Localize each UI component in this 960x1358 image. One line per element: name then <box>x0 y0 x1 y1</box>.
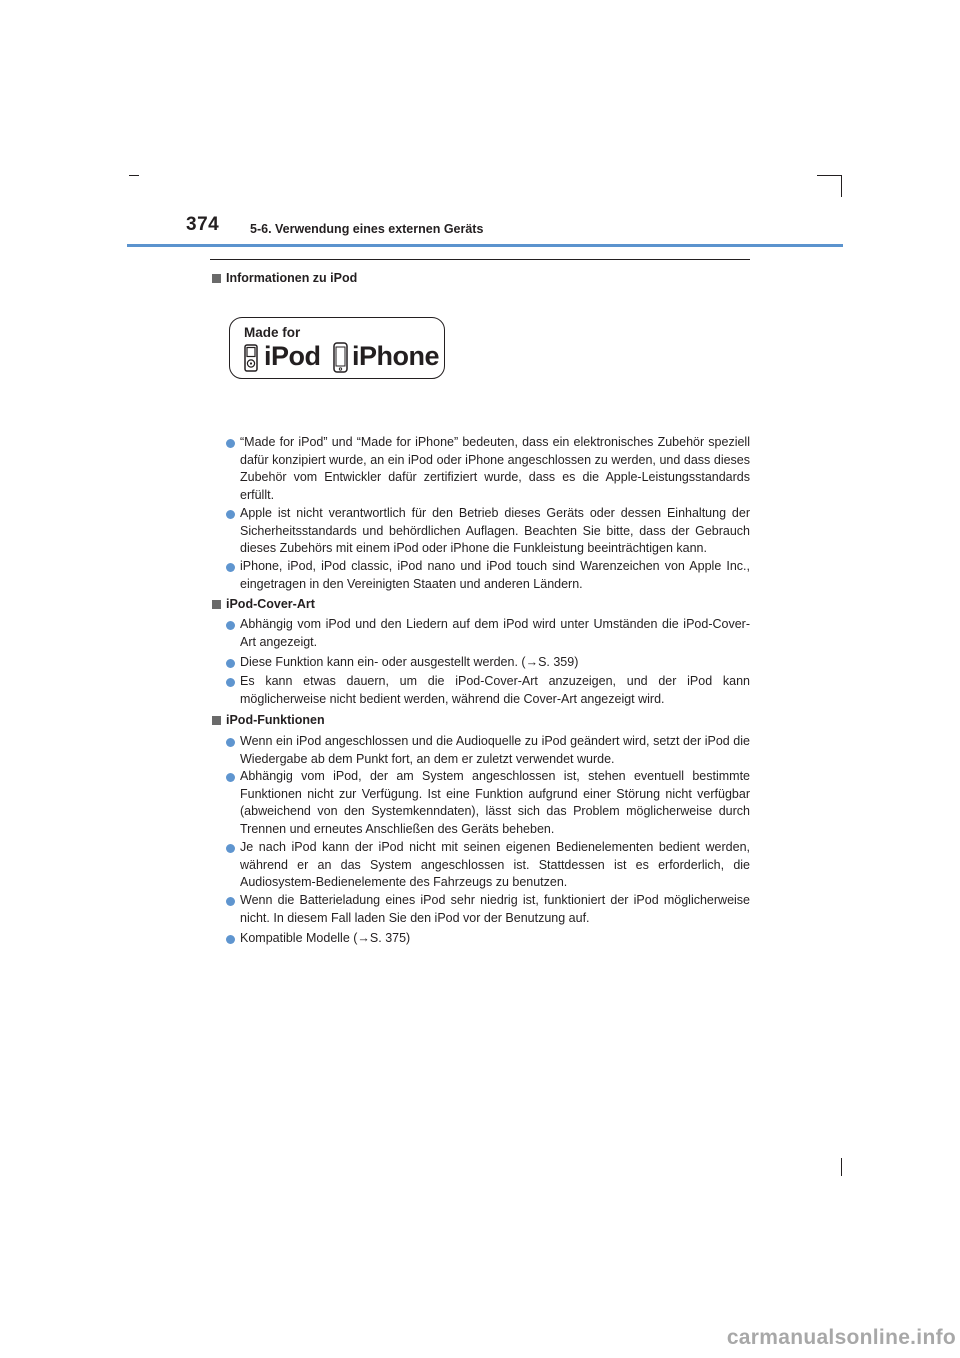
page-number: 374 <box>186 214 220 235</box>
section-title: 5-6. Verwendung eines externen Geräts <box>250 222 484 236</box>
square-bullet-icon <box>212 716 221 725</box>
round-bullet-icon <box>226 659 235 668</box>
round-bullet-icon <box>226 678 235 687</box>
list-item: iPhone, iPod, iPod classic, iPod nano und iPod touch sind Warenzeichen von Apple Inc., eingetragen in den Vereinigten Staaten und anderen Ländern. <box>226 558 750 593</box>
round-bullet-icon <box>226 773 235 782</box>
crop-mark <box>817 175 842 176</box>
round-bullet-icon <box>226 563 235 572</box>
list-item: Wenn ein iPod angeschlossen und die Audioquelle zu iPod geändert wird, setzt der iPod die Wiedergabe ab dem Punkt fort, an dem er zuletzt verwendet wurde. <box>226 733 750 768</box>
list-item: “Made for iPod” und “Made for iPhone” bedeuten, dass ein elektronisches Zubehör speziell dafür konzipiert wurde, an ein iPod oder iPhone angeschlossen zu werden, und dass dieses Zubehör vom Entwickler dafür zertifiziert wurde, dass es die Apple-Leistungsstandards erfüllt. <box>226 434 750 504</box>
round-bullet-icon <box>226 621 235 630</box>
badge-ipod-text: iPod <box>264 341 321 371</box>
heading-text: Informationen zu iPod <box>226 271 358 285</box>
list-item: Diese Funktion kann ein- oder ausgestellt werden. (→S. 359) <box>226 654 750 672</box>
badge-made-for-text: Made for <box>244 325 301 340</box>
divider <box>210 259 750 260</box>
square-bullet-icon <box>212 274 221 283</box>
list-item: Abhängig vom iPod, der am System angeschlossen ist, stehen eventuell bestimmte Funktionen nicht zur Verfügung. Ist eine Funktion aufgrund einer Störung nicht verfügbar (abweichend von den Systemkenndaten), lässt sich das Problem möglicherweise durch Trennen und erneutes Anschließen des Geräts beheben. <box>226 768 750 838</box>
list-item: Es kann etwas dauern, um die iPod-Cover-Art anzuzeigen, und der iPod kann möglicherweise nicht bedient werden, während die Cover-Art angezeigt wird. <box>226 673 750 708</box>
badge-iphone-text: iPhone <box>352 341 440 371</box>
section-heading-cover-art <box>212 597 315 611</box>
round-bullet-icon <box>226 844 235 853</box>
list-item: Kompatible Modelle (→S. 375) <box>226 930 750 948</box>
list-item: Je nach iPod kann der iPod nicht mit seinen eigenen Bedienelementen bedient werden, während er an das System angeschlossen ist. Stattdessen ist es erforderlich, die Audiosystem-Bedienelemente des Fahrzeugs zu benutzen. <box>226 839 750 892</box>
list-item: Apple ist nicht verantwortlich für den Betrieb dieses Geräts oder dessen Einhaltung der Sicherheitsstandards und behördlichen Auflagen. Beachten Sie bitte, dass der Gebrauch dieses Zubehörs mit einem iPod oder iPhone die Funkleistung beeinträchtigen kann. <box>226 505 750 558</box>
round-bullet-icon <box>226 738 235 747</box>
heading-text: iPod-Cover-Art <box>226 597 315 611</box>
made-for-ipod-iphone-badge <box>229 317 445 379</box>
list-item: Abhängig vom iPod und den Liedern auf dem iPod wird unter Umständen die iPod-Cover-Art angezeigt. <box>226 616 750 651</box>
round-bullet-icon <box>226 935 235 944</box>
round-bullet-icon <box>226 510 235 519</box>
crop-mark <box>841 1158 842 1176</box>
list-item: Wenn die Batterieladung eines iPod sehr niedrig ist, funktioniert der iPod möglicherweise nicht. In diesem Fall laden Sie den iPod vor der Benutzung auf. <box>226 892 750 927</box>
round-bullet-icon <box>226 439 235 448</box>
section-heading-ipod-functions <box>212 713 325 727</box>
iphone-device-icon <box>333 342 348 373</box>
header-rule <box>127 244 843 247</box>
crop-mark <box>129 175 139 176</box>
heading-text: iPod-Funktionen <box>226 713 325 727</box>
footer-watermark: carmanualsonline.info <box>726 1326 956 1349</box>
square-bullet-icon <box>212 600 221 609</box>
round-bullet-icon <box>226 897 235 906</box>
section-heading-ipod-info <box>212 271 357 285</box>
ipod-device-icon <box>244 344 258 372</box>
crop-mark <box>841 175 842 197</box>
